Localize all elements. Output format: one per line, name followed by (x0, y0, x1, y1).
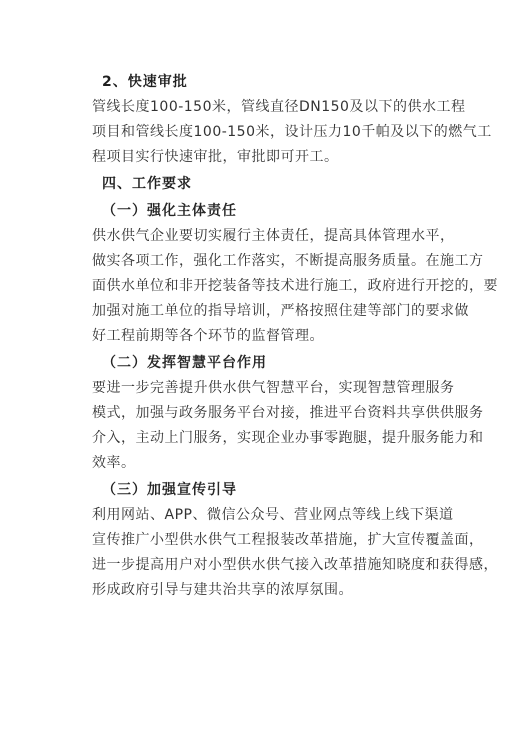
paragraph-line: 模式，加强与政务服务平台对接，推进平台资料共享供供服务 (92, 405, 484, 421)
paragraph-line: 面供水单位和非开挖装备等技术进行施工，政府进行开挖的，要 (92, 278, 498, 294)
section-heading: 2、快速审批 (102, 74, 188, 90)
subsection-heading: （三）加强宣传引导 (102, 482, 237, 498)
subsection-heading: （二）发挥智慧平台作用 (102, 355, 267, 371)
paragraph-line: 宣传推广小型供水供气工程报装改革措施，扩大宣传覆盖面， (92, 532, 484, 548)
paragraph-line: 利用网站、APP、微信公众号、营业网点等线上线下渠道 (92, 507, 454, 523)
paragraph-line: 好工程前期等各个环节的监督管理。 (92, 328, 324, 344)
paragraph-line: 介入，主动上门服务，实现企业办事零跑腿，提升服务能力和 (92, 430, 484, 446)
subsection-smart-platform (92, 351, 484, 476)
subsection-publicity (92, 478, 498, 603)
paragraph-line: 效率。 (92, 455, 136, 471)
paragraph-line: 加强对施工单位的指导培训，严格按照住建等部门的要求做 (92, 303, 469, 319)
paragraph-line: 形成政府引导与建共治共享的浓厚氛围。 (92, 582, 353, 598)
section-work-requirements (92, 172, 432, 197)
document-body (92, 70, 498, 605)
paragraph-line: 进一步提高用户对小型供水供气接入改革措施知晓度和获得感， (92, 557, 498, 573)
paragraph-line: 供水供气企业要切实履行主体责任，提高具体管理水平， (92, 228, 455, 244)
paragraph-line: 项目和管线长度100-150米，设计压力10千帕及以下的燃气工 (92, 124, 492, 140)
paragraph-line: 管线长度100-150米，管线直径DN150及以下的供水工程 (92, 99, 466, 115)
paragraph-line: 做实各项工作，强化工作落实，不断提高服务质量。在施工方 (92, 253, 484, 269)
paragraph-line: 程项目实行快速审批，审批即可开工。 (92, 149, 339, 165)
paragraph-line: 要进一步完善提升供水供气智慧平台，实现智慧管理服务 (92, 380, 455, 396)
subsection-main-responsibility (92, 199, 498, 349)
section-heading: 四、工作要求 (102, 176, 192, 192)
section-quick-approval (92, 70, 492, 170)
subsection-heading: （一）强化主体责任 (102, 203, 237, 219)
